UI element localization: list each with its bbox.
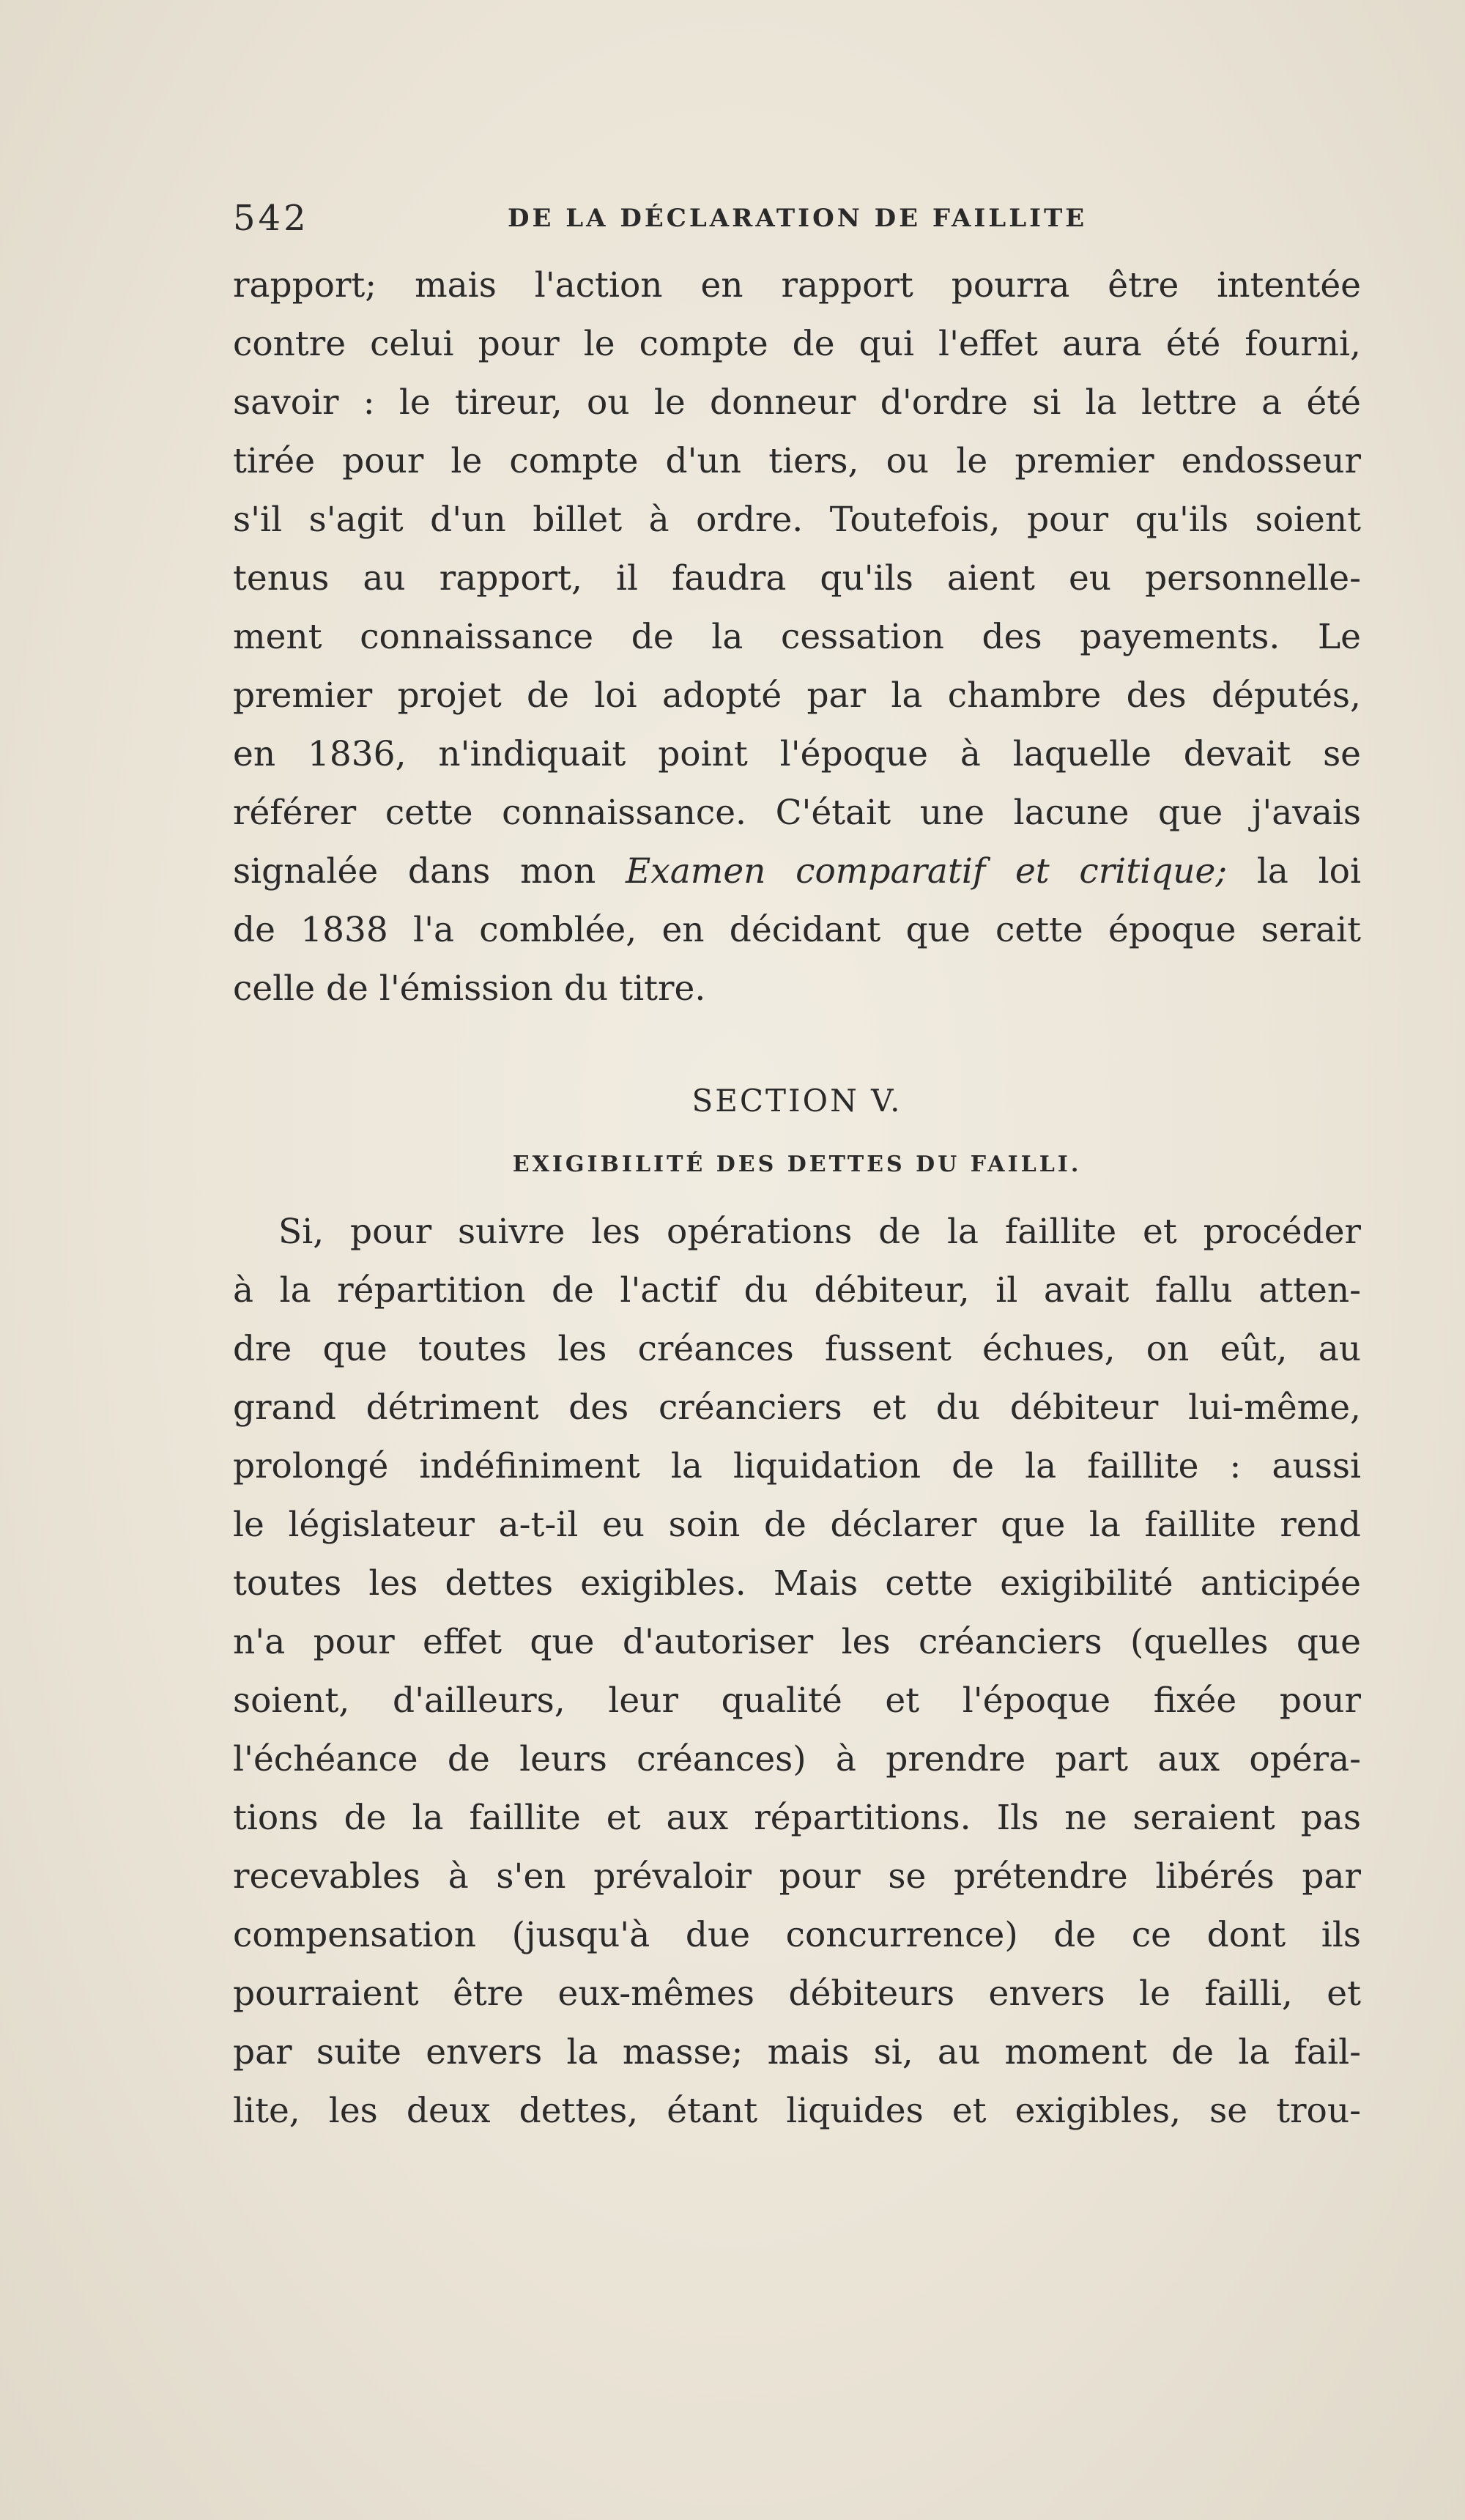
text-line: toutes les dettes exigibles. Mais cette exigibilité anticipée bbox=[233, 1563, 1361, 1604]
running-head bbox=[233, 198, 1361, 242]
section-subtitle: EXIGIBILITÉ DES DETTES DU FAILLI. bbox=[512, 1152, 1082, 1177]
text-line: Si, pour suivre les opérations de la faillite et procéder bbox=[278, 1212, 1361, 1252]
text-line: en 1836, n'indiquait point l'époque à laquelle devait se bbox=[233, 734, 1361, 774]
text-line: celle de l'émission du titre. bbox=[233, 968, 706, 1009]
text-line: de 1838 l'a comblée, en décidant que cette époque serait bbox=[233, 910, 1361, 950]
text-line: compensation (jusqu'à due concurrence) de ce dont ils bbox=[233, 1915, 1361, 1955]
italic-book-title: Examen comparatif et critique; bbox=[625, 851, 1228, 892]
text-line: s'il s'agit d'un billet à ordre. Toutefois, pour qu'ils soient bbox=[233, 500, 1361, 540]
text-line: soient, d'ailleurs, leur qualité et l'époque fixée pour bbox=[233, 1680, 1361, 1721]
text-line: référer cette connaissance. C'était une lacune que j'avais bbox=[233, 793, 1361, 833]
paragraph-exigibilite bbox=[233, 1203, 1361, 2141]
text-line: tenus au rapport, il faudra qu'ils aient eu personnelle- bbox=[233, 558, 1361, 598]
text-fragment: la loi bbox=[1227, 851, 1361, 892]
text-line: ment connaissance de la cessation des payements. Le bbox=[233, 617, 1361, 657]
text-line: savoir : le tireur, ou le donneur d'ordre si la lettre a été bbox=[233, 382, 1361, 423]
text-line: prolongé indéfiniment la liquidation de la faillite : aussi bbox=[233, 1446, 1361, 1486]
text-line: recevables à s'en prévaloir pour se prétendre libérés par bbox=[233, 1856, 1361, 1897]
text-line: le législateur a-t-il eu soin de déclarer que la faillite rend bbox=[233, 1505, 1361, 1545]
text-line: par suite envers la masse; mais si, au moment de la fail- bbox=[233, 2032, 1361, 2072]
text-line: à la répartition de l'actif du débiteur, il avait fallu atten- bbox=[233, 1270, 1361, 1311]
text-line: n'a pour effet que d'autoriser les créanciers (quelles que bbox=[233, 1622, 1361, 1662]
text-line: contre celui pour le compte de qui l'effet aura été fourni, bbox=[233, 324, 1361, 364]
text-line: lite, les deux dettes, étant liquides et exigibles, se trou- bbox=[233, 2091, 1361, 2131]
text-line: premier projet de loi adopté par la chambre des députés, bbox=[233, 675, 1361, 716]
paragraph-rapport bbox=[233, 256, 1361, 1018]
text-line-with-italic bbox=[233, 842, 1361, 901]
text-block bbox=[233, 198, 1361, 2141]
text-line: rapport; mais l'action en rapport pourra être intentée bbox=[233, 265, 1361, 305]
text-line: l'échéance de leurs créances) à prendre part aux opéra- bbox=[233, 1739, 1361, 1779]
section-title: SECTION V. bbox=[691, 1083, 902, 1119]
text-fragment: signalée dans mon bbox=[233, 851, 626, 892]
text-line: grand détriment des créanciers et du débiteur lui-même, bbox=[233, 1387, 1361, 1428]
page-number: 542 bbox=[233, 198, 309, 239]
text-line: tirée pour le compte d'un tiers, ou le premier endosseur bbox=[233, 441, 1361, 481]
text-line: pourraient être eux-mêmes débiteurs envers le failli, et bbox=[233, 1974, 1361, 2014]
text-line: dre que toutes les créances fussent échues, on eût, au bbox=[233, 1329, 1361, 1369]
text-line: tions de la faillite et aux répartitions. Ils ne seraient pas bbox=[233, 1798, 1361, 1838]
running-title: DE LA DÉCLARATION DE FAILLITE bbox=[508, 204, 1088, 233]
